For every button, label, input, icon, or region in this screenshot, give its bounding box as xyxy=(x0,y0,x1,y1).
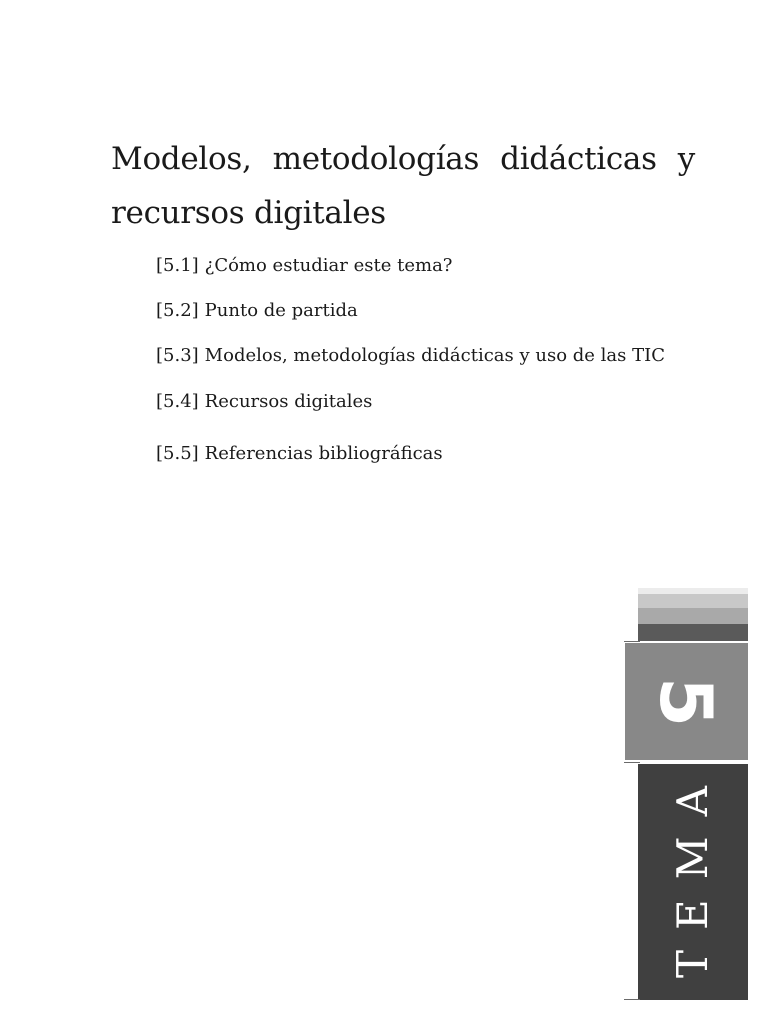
toc-item-label: Referencias bibliográficas xyxy=(204,443,443,464)
toc-item-number: [5.3] xyxy=(156,345,199,366)
toc-item-label: Recursos digitales xyxy=(204,391,373,412)
toc-item[interactable] xyxy=(156,440,443,468)
toc-item-number: [5.4] xyxy=(156,391,199,412)
tab-divider xyxy=(624,641,640,642)
toc-item-label: Modelos, metodologías didácticas y uso de las TIC xyxy=(204,345,665,366)
toc-item[interactable] xyxy=(156,252,452,280)
chapter-number-tab xyxy=(625,643,748,760)
tab-stripe-dark xyxy=(638,624,748,641)
chapter-label: TEMA xyxy=(668,765,718,979)
tab-divider xyxy=(624,762,640,763)
chapter-title: Modelos, metodologías didácticas y recursos digitales xyxy=(111,141,695,231)
toc-item-number: [5.1] xyxy=(156,255,199,276)
toc-item[interactable] xyxy=(156,388,372,416)
toc-item-label: ¿Cómo estudiar este tema? xyxy=(204,255,453,276)
chapter-number: 5 xyxy=(644,676,729,727)
toc-item[interactable] xyxy=(156,342,665,370)
tab-stripe-pale xyxy=(638,594,748,608)
tab-divider xyxy=(624,999,640,1000)
tab-stripe-mid xyxy=(638,608,748,624)
chapter-label-tab xyxy=(638,764,748,1000)
toc-item-number: [5.2] xyxy=(156,300,199,321)
toc-item[interactable] xyxy=(156,297,358,325)
toc-item-number: [5.5] xyxy=(156,443,199,464)
toc-item-label: Punto de partida xyxy=(204,300,358,321)
